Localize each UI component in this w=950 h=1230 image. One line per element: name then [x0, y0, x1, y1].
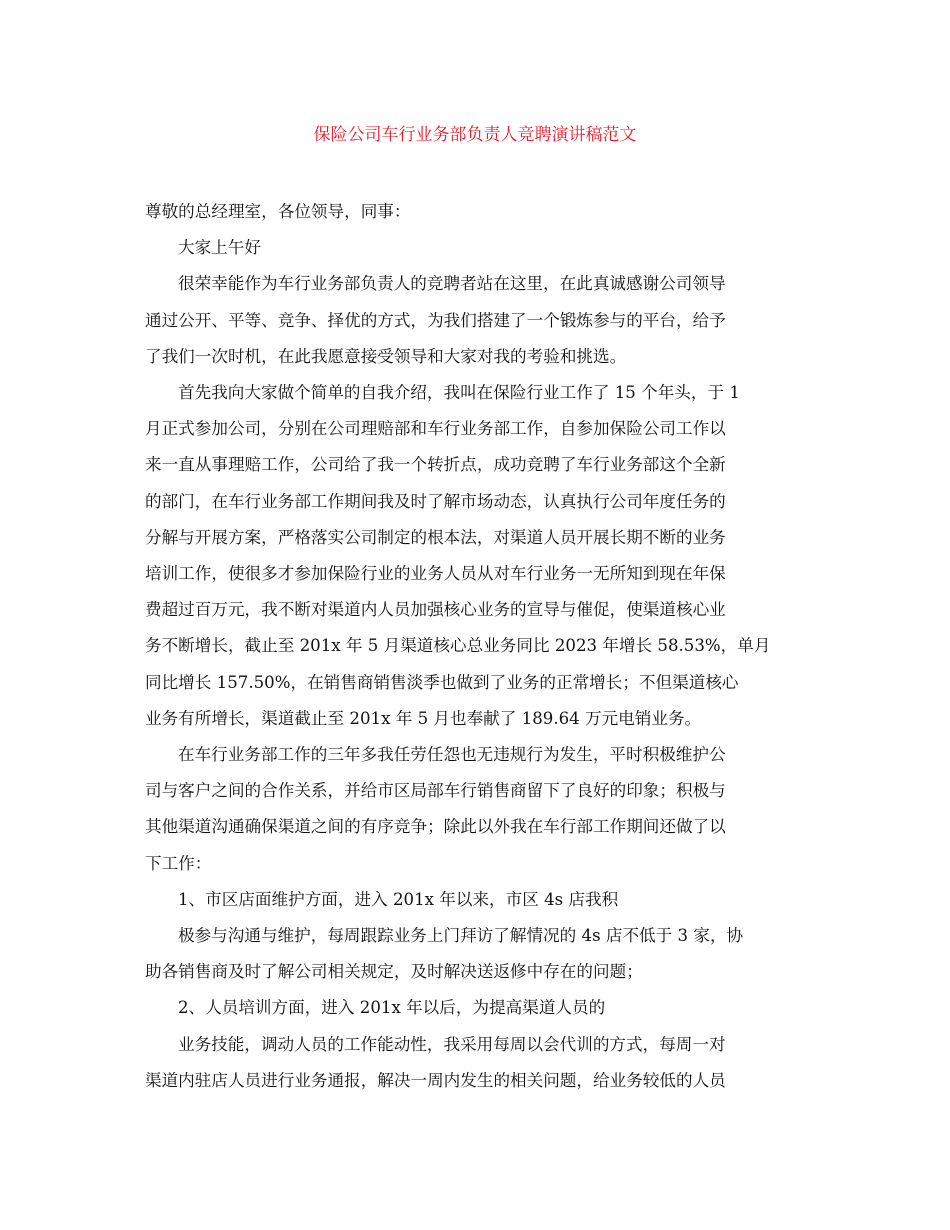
document-line: 大家上午好 — [178, 238, 261, 258]
document-line: 同比增长 157.50%，在销售商销售淡季也做到了业务的正常增长；不但渠道核心 — [145, 672, 739, 692]
document-line: 司与客户之间的合作关系，并给市区局部车行销售商留下了良好的印象；积极与 — [145, 781, 726, 801]
document-line: 的部门，在车行业务部工作期间我及时了解市场动态，认真执行公司年度任务的 — [145, 491, 726, 511]
document-line: 业务有所增长，渠道截止至 201x 年 5 月也奉献了 189.64 万元电销业务。 — [145, 708, 702, 728]
document-line: 渠道内驻店人员进行业务通报，解决一周内发生的相关问题，给业务较低的人员 — [145, 1070, 726, 1090]
document-line: 助各销售商及时了解公司相关规定，及时解决送返修中存在的问题； — [145, 962, 643, 982]
document-line: 极参与沟通与维护，每周跟踪业务上门拜访了解情况的 4s 店不低于 3 家，协 — [178, 926, 744, 946]
document-line: 其他渠道沟通确保渠道之间的有序竞争；除此以外我在车行部工作期间还做了以 — [145, 817, 726, 837]
document-title: 保险公司车行业务部负责人竞聘演讲稿范文 — [313, 125, 637, 145]
document-line: 费超过百万元，我不断对渠道内人员加强核心业务的宣导与催促，使渠道核心业 — [145, 600, 726, 620]
document-body — [145, 194, 817, 1099]
document-line: 下工作： — [145, 853, 212, 873]
document-line: 来一直从事理赔工作，公司给了我一个转折点，成功竞聘了车行业务部这个全新 — [145, 455, 726, 475]
document-line: 很荣幸能作为车行业务部负责人的竞聘者站在这里，在此真诚感谢公司领导 — [178, 274, 726, 294]
document-line: 了我们一次时机，在此我愿意接受领导和大家对我的考验和挑选。 — [145, 346, 627, 366]
document-line: 月正式参加公司，分别在公司理赔部和车行业务部工作，自参加保险公司工作以 — [145, 419, 726, 439]
document-line: 1、市区店面维护方面，进入 201x 年以来，市区 4s 店我积 — [178, 889, 619, 909]
document-line: 在车行业务部工作的三年多我任劳任怨也无违规行为发生，平时积极维护公 — [178, 745, 726, 765]
document-line: 培训工作，使很多才参加保险行业的业务人员从对车行业务一无所知到现在年保 — [145, 564, 726, 584]
document-line: 分解与开展方案，严格落实公司制定的根本法，对渠道人员开展长期不断的业务 — [145, 527, 726, 547]
document-line: 2、人员培训方面，进入 201x 年以后，为提高渠道人员的 — [178, 998, 606, 1018]
document-line: 首先我向大家做个简单的自我介绍，我叫在保险行业工作了 15 个年头，于 1 — [178, 383, 740, 403]
document-line: 业务技能，调动人员的工作能动性，我采用每周以会代训的方式，每周一对 — [178, 1034, 726, 1054]
document-line: 务不断增长，截止至 201x 年 5 月渠道核心总业务同比 2023 年增长 58.53%，单月 — [145, 636, 771, 656]
document-line: 通过公开、平等、竞争、择优的方式，为我们搭建了一个锻炼参与的平台，给予 — [145, 310, 726, 330]
document-line: 尊敬的总经理室，各位领导，同事： — [145, 202, 411, 221]
